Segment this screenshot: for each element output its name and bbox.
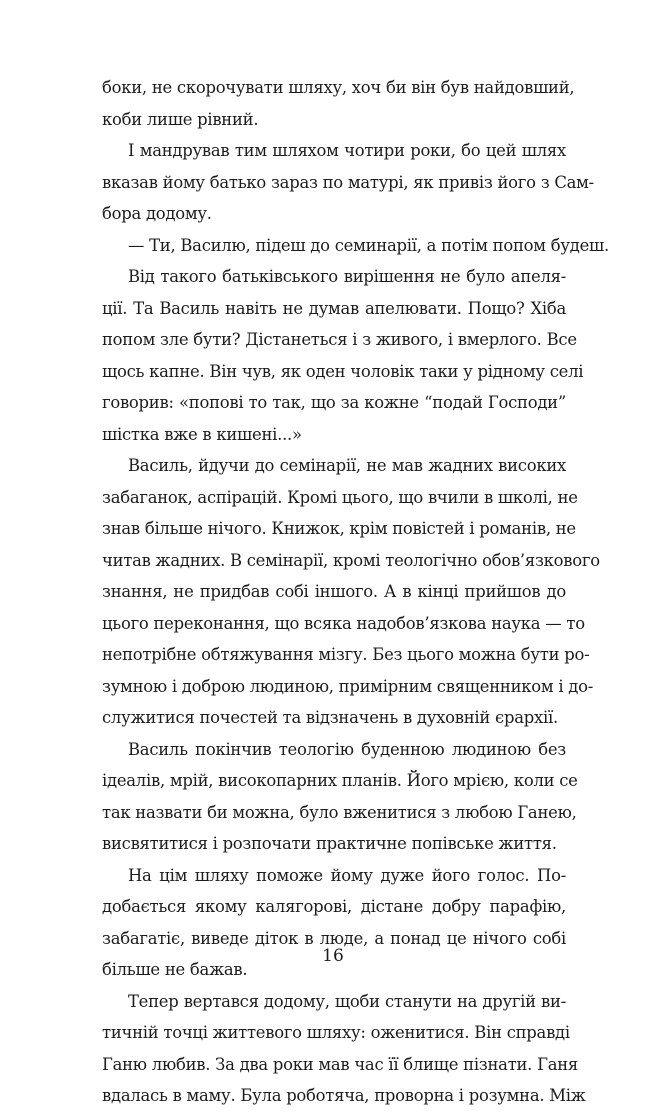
text-line: Василь, йдучи до семінарії, не мав жадних високих <box>128 456 566 475</box>
text-line: вдалась в маму. Була роботяча, проворна і розумна. Між <box>102 1086 586 1105</box>
text-line: боки, не скорочувати шляху, хоч би він був найдовший, <box>102 78 575 97</box>
text-line: висвятитися і розпочати практичне попівське життя. <box>102 834 557 853</box>
text-line: попом зле бути? Дістанеться і з живого, і вмерлого. Все <box>102 330 577 349</box>
text-line: ідеалів, мрій, високопарних планів. Його мрією, коли се <box>102 771 578 790</box>
text-line: Тепер вертався додому, щоби станути на другій ви- <box>128 991 566 1011</box>
text-line: шістка вже в кишені...» <box>102 424 302 444</box>
text-line: тичній точці життевого шляху: оженитися. Він справді <box>102 1023 570 1042</box>
text-line: більше не бажав. <box>102 960 248 979</box>
text-line: забагатіє, виведе діток в люде, а понад це нічого собі <box>102 928 566 948</box>
text-line: читав жадних. В семінарії, кромі теологічно обов’язкового <box>102 550 600 570</box>
text-line: Ганю любив. За два роки мав час її блище пізнати. Ганя <box>102 1054 578 1074</box>
text-line: вказав йому батько зараз по матурі, як привіз його з Сам- <box>102 172 594 192</box>
text-line: так назвати би можна, було вженитися з любою Ганею, <box>102 802 577 822</box>
text-line: коби лише рівний. <box>102 109 259 129</box>
text-line: знав більше нічого. Книжок, крім повістей і романів, не <box>102 519 576 538</box>
text-line: знання, не придбав собі іншого. А в кінці прийшов до <box>102 582 566 601</box>
text-line: забаганок, аспірацій. Кромі цього, що вчили в школі, не <box>102 487 578 507</box>
text-line: — Ти, Василю, підеш до семинарії, а потім попом будеш. <box>128 235 609 255</box>
text-line: ції. Та Василь навіть не думав апелювати. Пощо? Хіба <box>102 298 566 318</box>
text-line: непотрібне обтяжування мізгу. Без цього можна бути ро- <box>102 645 590 664</box>
text-line: Від такого батьківського вирішення не було апеля- <box>128 267 566 286</box>
text-line: говорив: «попові то так, що за кожне “подай Господи” <box>102 393 566 412</box>
text-line: добається якому калягорові, дістане добру парафію, <box>102 897 566 916</box>
text-line: І мандрував тим шляхом чотири роки, бо цей шлях <box>128 141 566 160</box>
text-line: бора додому. <box>102 204 212 223</box>
page-number: 16 <box>322 946 344 966</box>
text-line: Василь покінчив теологію буденною людиною без <box>128 739 566 759</box>
text-line: На цім шляху поможе йому дуже його голос. По- <box>128 865 566 885</box>
text-line: цього переконання, що всяка надобов’язкова наука — то <box>102 613 585 633</box>
text-line: зумною і доброю людиною, примірним священником і до- <box>102 676 594 696</box>
text-line: щось капне. Він чув, як оден чоловік таки у рідному селі <box>102 361 584 381</box>
text-line: служитися почестей та відзначень в духовній єрархії. <box>102 708 558 727</box>
